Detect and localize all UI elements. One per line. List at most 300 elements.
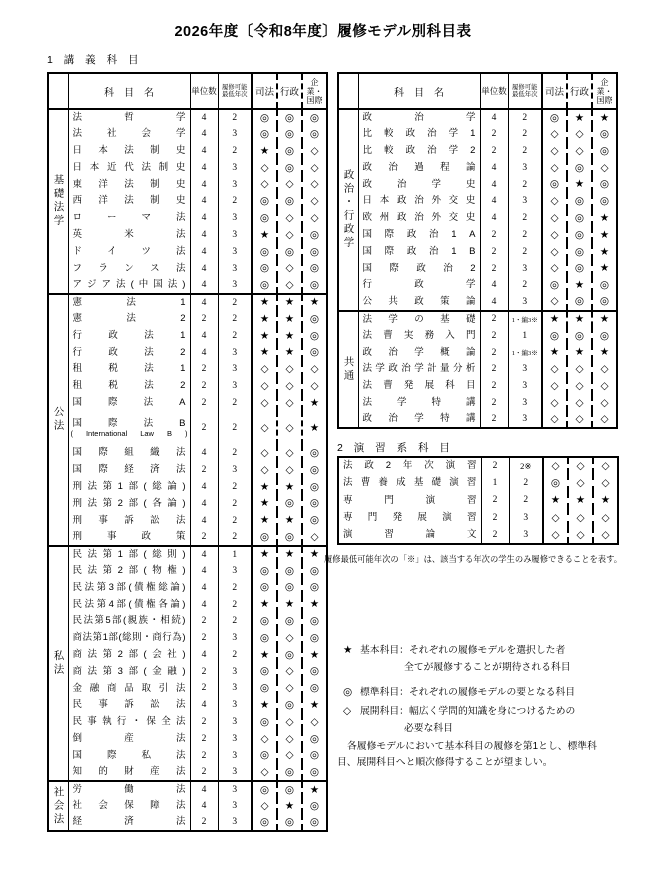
subject-row <box>48 529 327 546</box>
mark-judicial-cell: ★ <box>252 294 277 311</box>
mark-judicial-cell: ◇ <box>542 395 567 412</box>
subject-name-cell <box>358 193 480 210</box>
table-header-row <box>48 73 327 109</box>
legend-item <box>343 703 575 737</box>
subject-name-cell <box>68 462 190 479</box>
min-year-cell: 3 <box>218 243 252 260</box>
diamond-symbol: ◇ <box>343 705 352 717</box>
subject-name-text: 国 際 法 A <box>72 397 186 408</box>
subject-name-cell <box>68 395 190 412</box>
min-year-cell: 2 <box>218 529 252 546</box>
units-cell: 2 <box>190 462 218 479</box>
subject-name-cell <box>68 277 190 294</box>
mark-judicial-cell: ◇ <box>542 243 567 260</box>
units-cell: 4 <box>480 176 508 193</box>
mark-admin-cell: ◎ <box>567 294 592 311</box>
mark-judicial-cell: ◎ <box>252 109 277 126</box>
units-cell: 4 <box>190 647 218 664</box>
subject-name-cell <box>68 344 190 361</box>
subject-row <box>338 109 617 126</box>
mark-admin-cell: ◎ <box>567 159 592 176</box>
units-cell: 4 <box>190 260 218 277</box>
min-year-cell: 3 <box>509 509 543 526</box>
mark-admin-cell: ◎ <box>277 495 302 512</box>
subject-name-text: 政 治 学 特 講 <box>362 413 476 425</box>
mark-admin-cell: ◎ <box>277 764 302 781</box>
subject-name-cell <box>68 243 190 260</box>
header-model-judicial: 司法 <box>252 73 277 109</box>
closing-line: 各履修モデルにおいて基本科目の履修を第1とし、標準科 <box>347 741 597 752</box>
mark-admin-cell: ◎ <box>277 159 302 176</box>
subject-name-cell <box>68 445 190 462</box>
subject-name-text: 国 際 政 治 2 <box>362 262 476 274</box>
subject-name-text: 比 較 政 治 学 2 <box>362 145 476 157</box>
mark-admin-cell: ◇ <box>277 378 302 395</box>
units-cell: 4 <box>190 781 218 798</box>
subject-row <box>338 361 617 378</box>
mark-judicial-cell: ◇ <box>252 462 277 479</box>
subject-name-text: 社 会 保 障 法 <box>72 800 186 812</box>
subject-name-text: ド イ ツ 法 <box>72 245 186 257</box>
min-year-cell: 3 <box>218 227 252 244</box>
mark-business-intl-cell: ★ <box>599 211 610 224</box>
min-year-cell: 3 <box>218 663 252 680</box>
units-cell: 4 <box>190 327 218 344</box>
page-title: 2026年度〔令和8年度〕履修モデル別科目表 <box>174 24 472 40</box>
mark-judicial-cell: ◇ <box>542 126 567 143</box>
subject-name-cell <box>68 730 190 747</box>
min-year-cell: 3 <box>218 378 252 395</box>
subject-name-text: 専 門 演 習 <box>343 494 477 506</box>
mark-judicial-cell: ★ <box>252 479 277 496</box>
subject-name-text: 国 際 私 法 <box>72 749 186 761</box>
units-cell: 4 <box>190 697 218 714</box>
mark-judicial-cell: ◇ <box>252 176 277 193</box>
min-year-cell: 1 <box>218 546 252 563</box>
min-year-cell: 3 <box>508 395 542 412</box>
subject-name-text: 倒 産 法 <box>72 732 186 744</box>
mark-judicial-cell: ◎ <box>542 109 567 126</box>
subject-name-cell <box>68 546 190 563</box>
mark-judicial-cell: ◇ <box>542 361 567 378</box>
mark-admin-cell: ◎ <box>277 814 302 831</box>
subject-name-text: 法 政 2 年 次 演 習 <box>343 460 477 472</box>
mark-business-intl-cell: ◎ <box>599 195 610 208</box>
units-cell: 2 <box>480 243 508 260</box>
group-label-text: 共通 <box>342 355 355 383</box>
mark-business-intl-cell: ◎ <box>309 463 320 476</box>
subject-name-cell <box>358 143 480 160</box>
mark-judicial-cell: ◎ <box>252 126 277 143</box>
subject-row <box>48 193 327 210</box>
subject-name-cell <box>68 143 190 160</box>
units-cell: 2 <box>190 663 218 680</box>
min-year-cell: 3 <box>509 527 543 544</box>
mark-admin-cell: ◎ <box>277 243 302 260</box>
mark-admin-cell: ★ <box>567 109 592 126</box>
min-year-cell: 2 <box>508 126 542 143</box>
mark-admin-cell: ◇ <box>277 227 302 244</box>
units-cell: 4 <box>480 109 508 126</box>
mark-admin-cell: ◇ <box>277 630 302 647</box>
mark-judicial-cell: ◇ <box>542 260 567 277</box>
mark-admin-cell: ◇ <box>567 378 592 395</box>
subject-name-cell <box>358 227 480 244</box>
subject-row <box>48 395 327 412</box>
mark-business-intl-cell: ◇ <box>310 144 319 157</box>
subject-name-text: 国 際 組 織 法 <box>72 447 186 459</box>
subject-name-cell <box>358 109 480 126</box>
min-year-cell: 3 <box>218 176 252 193</box>
units-cell: 4 <box>190 126 218 143</box>
mark-judicial-cell: ◇ <box>252 764 277 781</box>
units-cell: 4 <box>480 193 508 210</box>
mark-business-intl-cell: ★ <box>592 109 617 126</box>
subject-row <box>338 509 618 526</box>
header-model-business-intl: 企業・ 国際 <box>302 73 327 109</box>
units-cell: 2 <box>480 395 508 412</box>
units-cell: 2 <box>480 143 508 160</box>
units-cell: 2 <box>480 411 508 428</box>
subject-row <box>338 474 618 491</box>
mark-admin-cell: ◇ <box>277 730 302 747</box>
min-year-cell: 2 <box>508 243 542 260</box>
subject-row <box>338 193 617 210</box>
min-year-cell: 3 <box>218 730 252 747</box>
subject-row <box>48 764 327 781</box>
closing-note <box>337 739 637 770</box>
mark-business-intl-cell: ◎ <box>309 346 320 359</box>
legend-line: 展開科目：幅広く学問的知識を身につけるための <box>360 706 576 717</box>
group-label <box>338 311 358 429</box>
mark-admin-cell: ◇ <box>277 714 302 731</box>
subject-name-text: 租 税 法 1 <box>72 363 186 375</box>
mark-judicial-cell: ★ <box>252 327 277 344</box>
mark-business-intl-cell: ◎ <box>309 682 320 695</box>
min-year-cell: 1・編3※ <box>508 344 542 361</box>
subject-name-text: 民 法 第 2 部 ( 物 権 ) <box>72 564 186 576</box>
subject-name-text: 法 曹 実 務 入 門 <box>362 329 476 341</box>
min-year-cell: 2 <box>218 445 252 462</box>
subject-name-cell <box>68 411 190 445</box>
mark-judicial-cell: ◇ <box>252 798 277 815</box>
mark-business-intl-cell: ◇ <box>600 412 609 425</box>
mark-admin-cell: ◎ <box>567 260 592 277</box>
mark-business-intl-cell: ◎ <box>309 245 320 258</box>
subject-name-text: 民 法 第 4 部 ( 債 権 各 論 ) <box>72 598 186 610</box>
units-cell: 4 <box>190 546 218 563</box>
subject-name-cell <box>68 596 190 613</box>
subject-name-cell <box>338 509 481 526</box>
min-year-cell: 3 <box>508 411 542 428</box>
mark-admin-cell: ★ <box>277 479 302 496</box>
subject-name-cell <box>358 344 480 361</box>
subject-row <box>48 563 327 580</box>
min-year-cell: 2 <box>218 294 252 311</box>
min-year-cell: 2 <box>218 647 252 664</box>
mark-admin-cell: ◇ <box>567 126 592 143</box>
header-group-cell <box>338 73 358 109</box>
subject-name-text: 商 法 第 2 部 ( 会 社 ) <box>72 648 186 660</box>
units-cell: 2 <box>190 411 218 445</box>
subject-row <box>48 243 327 260</box>
subject-name-text: 演 習 論 文 <box>343 528 477 540</box>
min-year-cell: 2 <box>218 512 252 529</box>
min-year-cell: 2 <box>508 176 542 193</box>
min-year-cell: 3 <box>508 361 542 378</box>
mark-business-intl-cell: ◎ <box>309 816 320 829</box>
subject-name-cell <box>68 714 190 731</box>
units-cell: 2 <box>190 730 218 747</box>
min-year-cell: 3 <box>218 563 252 580</box>
mark-business-intl-cell: ★ <box>309 699 320 712</box>
subject-row <box>48 512 327 529</box>
subject-name-text: 専 門 発 展 演 習 <box>343 511 477 523</box>
units-cell: 2 <box>481 457 509 474</box>
subject-name-cell <box>68 798 190 815</box>
subject-name-text: 民 法 第 3 部 ( 債 権 総 論 ) <box>72 581 186 593</box>
min-year-cell: 2 <box>218 327 252 344</box>
mark-judicial-cell: ◇ <box>542 210 567 227</box>
subject-row <box>338 143 617 160</box>
units-cell: 4 <box>190 243 218 260</box>
mark-business-intl-cell: ◎ <box>309 799 320 812</box>
mark-judicial-cell: ◇ <box>542 159 567 176</box>
subject-name-text: 行 政 学 <box>362 279 476 291</box>
mark-business-intl-cell: ◎ <box>309 615 320 628</box>
subject-row <box>48 294 327 311</box>
header-subject: 科 目 名 <box>68 73 190 109</box>
mark-admin-cell: ◇ <box>277 663 302 680</box>
subject-row <box>48 495 327 512</box>
mark-business-intl-cell: ◇ <box>601 528 610 541</box>
mark-admin-cell: ◎ <box>277 193 302 210</box>
mark-business-intl-cell: ◎ <box>599 329 610 342</box>
mark-business-intl-cell: ◇ <box>601 476 610 489</box>
subject-name-cell <box>68 210 190 227</box>
subject-row <box>338 327 617 344</box>
mark-judicial-cell: ◇ <box>252 445 277 462</box>
subject-name-text: 刑 事 訴 訟 法 <box>72 514 186 526</box>
subject-name-cell <box>68 630 190 647</box>
units-cell: 4 <box>190 227 218 244</box>
mark-business-intl-cell: ★ <box>302 781 327 798</box>
subject-name-text: 民 法 第 5 部 ( 親 族 ・ 相 続 ) <box>72 615 186 627</box>
mark-judicial-cell: ★ <box>542 311 567 328</box>
mark-business-intl-cell: ◎ <box>309 312 320 325</box>
units-cell: 4 <box>480 159 508 176</box>
mark-admin-cell: ◇ <box>568 527 593 544</box>
mark-admin-cell: ◇ <box>277 411 302 445</box>
min-year-cell: 3 <box>218 680 252 697</box>
subject-name-text: 比 較 政 治 学 1 <box>362 128 476 140</box>
min-year-cell: 3 <box>218 210 252 227</box>
mark-business-intl-cell: ★ <box>599 346 610 359</box>
mark-admin-cell: ◎ <box>277 647 302 664</box>
subject-name-text: 租 税 法 2 <box>72 380 186 392</box>
min-year-cell: 2 <box>509 474 543 491</box>
mark-business-intl-cell: ◎ <box>302 109 327 126</box>
mark-admin-cell: ★ <box>277 294 302 311</box>
subject-name-cell <box>68 663 190 680</box>
min-year-cell: 2 <box>218 143 252 160</box>
subject-name-cell <box>68 697 190 714</box>
subject-name-text: 民 事 執 行 ・ 保 全 法 <box>72 716 186 728</box>
header-model-admin: 行政 <box>277 73 302 109</box>
mark-business-intl-cell: ★ <box>302 546 327 563</box>
mark-admin-cell: ◎ <box>567 327 592 344</box>
mark-judicial-cell: ◎ <box>252 210 277 227</box>
units-cell: 4 <box>190 495 218 512</box>
mark-business-intl-cell: ◎ <box>309 749 320 762</box>
mark-admin-cell: ◇ <box>567 395 592 412</box>
mark-judicial-cell: ★ <box>252 647 277 664</box>
subject-name-cell <box>358 260 480 277</box>
mark-admin-cell: ◎ <box>567 243 592 260</box>
mark-admin-cell: ★ <box>567 277 592 294</box>
header-units: 単位数 <box>480 73 508 109</box>
subject-name-text: フ ラ ン ス 法 <box>72 262 186 274</box>
min-year-cell: 2 <box>218 311 252 328</box>
units-cell: 2 <box>190 395 218 412</box>
subject-name-cell <box>358 294 480 311</box>
subject-name-cell <box>358 210 480 227</box>
min-year-cell: 2 <box>509 492 543 509</box>
min-year-cell: 2 <box>218 109 252 126</box>
mark-admin-cell: ★ <box>277 596 302 613</box>
subject-row <box>338 311 617 328</box>
symbol-legend <box>343 642 575 737</box>
header-group-cell <box>48 73 68 109</box>
mark-business-intl-cell: ★ <box>599 228 610 241</box>
subject-name-text: 法 学 特 講 <box>362 397 476 408</box>
units-cell: 2 <box>480 327 508 344</box>
units-cell: 2 <box>481 527 509 544</box>
mark-judicial-cell: ◇ <box>252 730 277 747</box>
mark-admin-cell: ◇ <box>277 277 302 294</box>
min-year-cell: 3 <box>218 630 252 647</box>
subject-name-cell <box>68 680 190 697</box>
subject-name-cell <box>68 814 190 831</box>
min-year-cell: 2 <box>508 227 542 244</box>
min-year-cell: 2 <box>218 193 252 210</box>
units-cell: 2 <box>480 227 508 244</box>
mark-business-intl-cell: ◎ <box>309 665 320 678</box>
subject-row <box>48 747 327 764</box>
mark-admin-cell: ◎ <box>277 697 302 714</box>
subject-name-cell <box>358 176 480 193</box>
subject-name-cell <box>338 457 481 474</box>
subject-name-cell <box>68 327 190 344</box>
mark-judicial-cell: ★ <box>252 143 277 160</box>
units-cell: 4 <box>190 563 218 580</box>
mark-judicial-cell: ◎ <box>542 277 567 294</box>
min-year-cell: 3 <box>218 747 252 764</box>
mark-admin-cell: ◎ <box>277 126 302 143</box>
mark-business-intl-cell: ◎ <box>309 228 320 241</box>
double-circle-symbol: ◎ <box>343 686 353 698</box>
subject-name-text: ロ ー マ 法 <box>72 212 186 224</box>
subject-name-text: ( International Law B ) <box>70 429 188 439</box>
subject-row <box>48 630 327 647</box>
mark-business-intl-cell: ★ <box>600 494 611 507</box>
mark-admin-cell: ◎ <box>567 210 592 227</box>
subject-name-cell <box>68 109 190 126</box>
subject-row <box>338 176 617 193</box>
subject-name-text: 国 際 政 治 1 A <box>362 229 476 241</box>
units-cell: 4 <box>190 344 218 361</box>
legend-line: 標準科目：それぞれの履修モデルの要となる科目 <box>360 687 576 698</box>
seminar-table <box>337 456 619 545</box>
subject-row <box>48 680 327 697</box>
mark-judicial-cell: ★ <box>252 546 277 563</box>
subject-name-cell <box>358 311 480 328</box>
subject-name-cell <box>68 159 190 176</box>
subject-name-text: 国 際 政 治 1 B <box>362 245 476 257</box>
subject-row <box>338 294 617 311</box>
legend-item <box>343 684 575 701</box>
mark-admin-cell: ◇ <box>277 445 302 462</box>
mark-judicial-cell: ◎ <box>252 579 277 596</box>
mark-admin-cell: ◇ <box>277 210 302 227</box>
subject-name-cell <box>358 378 480 395</box>
mark-business-intl-cell: ◇ <box>600 379 609 392</box>
subject-name-cell <box>68 479 190 496</box>
mark-business-intl-cell: ◎ <box>309 262 320 275</box>
units-cell: 2 <box>481 492 509 509</box>
units-cell: 4 <box>190 512 218 529</box>
subject-row <box>338 411 617 428</box>
legend-text <box>360 642 571 676</box>
units-cell: 2 <box>190 630 218 647</box>
subject-row <box>338 457 618 474</box>
subject-name-cell <box>358 411 480 428</box>
group-label <box>48 294 68 546</box>
group-label <box>48 109 68 294</box>
header-model-judicial: 司法 <box>542 73 567 109</box>
subject-name-cell <box>358 327 480 344</box>
mark-admin-cell: ★ <box>277 512 302 529</box>
subject-name-text: 国 際 法 B <box>72 417 186 429</box>
subject-name-cell <box>68 126 190 143</box>
units-cell: 2 <box>190 747 218 764</box>
subject-name-text: 政 治 学 史 <box>362 178 476 190</box>
subject-name-text: 知 的 財 産 法 <box>72 766 186 778</box>
min-year-cell: 3 <box>218 159 252 176</box>
mark-admin-cell: ◎ <box>277 143 302 160</box>
units-cell: 2 <box>190 311 218 328</box>
min-year-cell: 2 <box>218 479 252 496</box>
min-year-cell: 3 <box>218 697 252 714</box>
group-label <box>48 781 68 831</box>
units-cell: 2 <box>480 378 508 395</box>
min-year-cell: 3 <box>218 781 252 798</box>
subject-row <box>48 730 327 747</box>
subject-name-text: 経 済 法 <box>72 816 186 828</box>
subject-row <box>48 159 327 176</box>
mark-business-intl-cell: ◎ <box>599 144 610 157</box>
subject-name-text: 法 哲 学 <box>72 111 186 123</box>
mark-admin-cell: ★ <box>568 492 593 509</box>
subject-row <box>338 378 617 395</box>
subject-row <box>48 663 327 680</box>
subject-row <box>338 243 617 260</box>
mark-judicial-cell: ◎ <box>252 663 277 680</box>
units-cell: 4 <box>190 579 218 596</box>
subject-row <box>48 277 327 294</box>
min-year-cell: 3 <box>218 764 252 781</box>
units-cell: 4 <box>190 798 218 815</box>
